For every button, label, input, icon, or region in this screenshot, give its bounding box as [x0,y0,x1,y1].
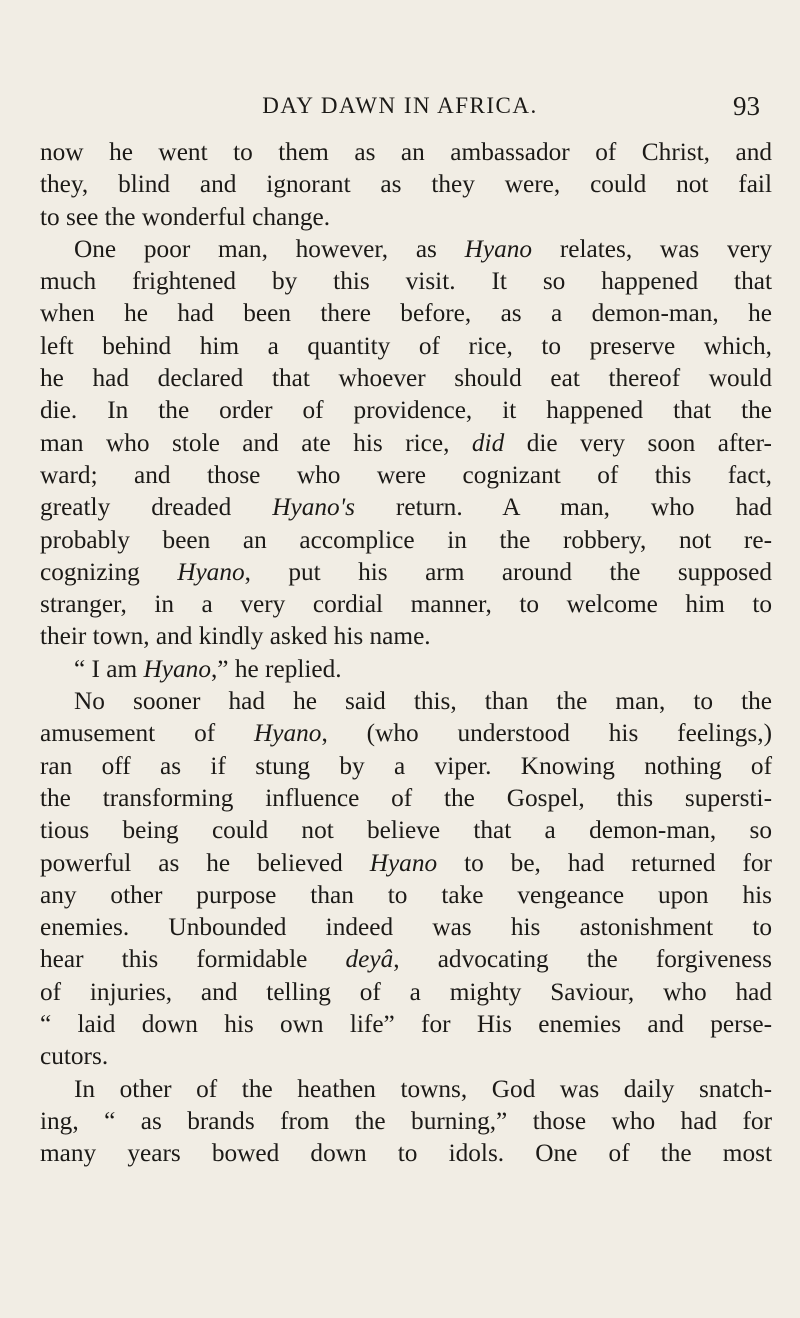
italic-run: did [471,428,505,457]
text-line [40,588,772,620]
text-line [40,1008,772,1040]
text-line [40,427,772,459]
text-run: , put his arm around the supposed [244,557,772,586]
text-run: any other purpose than to take vengeance upon his [40,880,772,909]
text-run: cutors. [40,1042,109,1071]
text-run: he had declared that whoever should eat thereof would [40,364,772,393]
italic-run: Hyano's [272,493,355,522]
text-run: die. In the order of providence, it happened that the [40,396,772,425]
text-line [40,491,772,523]
text-run: left behind him a quantity of rice, to preserve which, [40,331,772,360]
paragraph [40,653,772,685]
page-header [40,93,760,123]
text-run: the transforming influence of the Gospel, this supersti- [40,783,772,812]
text-run: In other of the heathen towns, God was daily snatch- [74,1074,772,1103]
text-run: relates, was very [532,234,772,263]
text-run: No sooner had he said this, than the man, to the [74,687,772,716]
text-run: to see the wonderful change. [40,202,331,231]
body-text [40,136,772,1170]
text-line [40,1105,772,1137]
text-line [40,620,772,652]
text-line [40,847,772,879]
text-run: return. A man, who had [354,493,773,522]
text-run: hear this formidable [40,945,346,974]
paragraph [40,136,772,233]
text-line [40,233,772,265]
text-line [40,362,772,394]
italic-run: deyâ [345,945,394,974]
text-run: , (who understood his feelings,) [321,719,772,748]
paragraph [40,1073,772,1170]
text-line [40,201,772,233]
text-run: stranger, in a very cordial manner, to welcome him to [40,590,772,619]
text-line [40,297,772,329]
text-line [40,685,772,717]
text-line [40,911,772,943]
text-line [40,879,772,911]
text-run: ran off as if stung by a viper. Knowing nothing of [40,751,772,780]
text-run: they, blind and ignorant as they were, could not fail [40,170,772,199]
text-line [40,1040,772,1072]
text-line [40,459,772,491]
text-line [40,814,772,846]
paragraph [40,685,772,1073]
text-line [40,330,772,362]
paragraph [40,233,772,653]
text-line [40,653,772,685]
text-run: ward; and those who were cognizant of this fact, [40,460,772,489]
text-line [40,782,772,814]
text-run: die very soon after- [504,428,772,457]
text-line [40,394,772,426]
text-run: One poor man, however, as [74,234,465,263]
text-line [40,1137,772,1169]
text-run: ,” he replied. [210,654,342,683]
text-run: cognizing [40,557,178,586]
text-run: their town, and kindly asked his name. [40,622,431,651]
text-run: to be, had returned for [437,848,772,877]
italic-run: Hyano [177,557,245,586]
text-line [40,750,772,782]
text-line [40,556,772,588]
text-line [40,168,772,200]
page-number: 93 [733,91,760,121]
text-run: many years bowed down to idols. One of the most [40,1139,772,1168]
text-run: amusement of [40,719,255,748]
text-run: much frightened by this visit. It so happened that [40,267,772,296]
text-line [40,943,772,975]
text-run: “ laid down his own life” for His enemies and perse- [40,1010,772,1039]
text-line [40,136,772,168]
text-run: probably been an accomplice in the robbery, not re- [40,525,772,554]
text-run: man who stole and ate his rice, [40,428,472,457]
text-run: enemies. Unbounded indeed was his astonishment to [40,913,772,942]
running-title: DAY DAWN IN AFRICA. [262,93,538,118]
text-line [40,976,772,1008]
text-run: , advocating the forgiveness [393,945,772,974]
italic-run: Hyano [143,654,211,683]
text-run: now he went to them as an ambassador of Christ, and [40,138,772,166]
text-line [40,1073,772,1105]
italic-run: Hyano [464,234,533,263]
italic-run: Hyano [254,719,322,748]
text-run: powerful as he believed [40,848,370,877]
text-run: “ I am [74,654,144,683]
text-line [40,717,772,749]
text-run: ing, “ as brands from the burning,” those who had for [40,1106,772,1135]
text-run: of injuries, and telling of a mighty Saviour, who had [40,977,772,1006]
italic-run: Hyano [369,848,438,877]
text-run: tious being could not believe that a demon-man, so [40,816,772,845]
text-run: greatly dreaded [40,493,273,522]
text-line [40,524,772,556]
text-line [40,265,772,297]
text-run: when he had been there before, as a demon-man, he [40,299,772,328]
